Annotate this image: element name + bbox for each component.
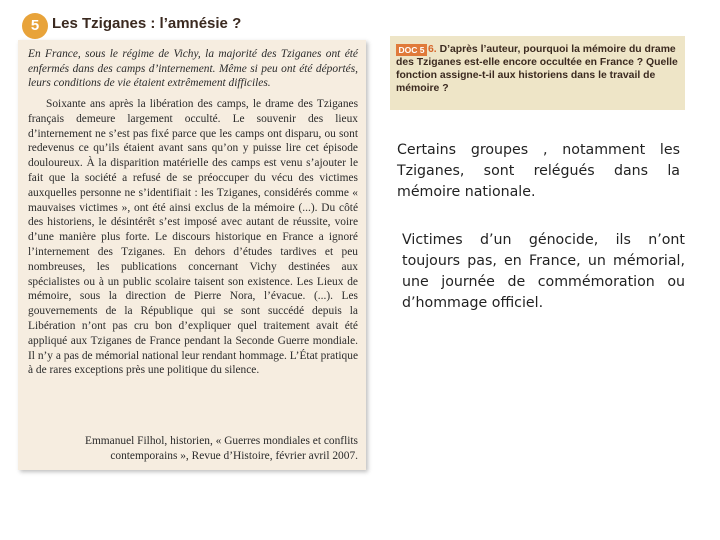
doc-tag: DOC 5 [396, 44, 427, 56]
question-number: 6. [428, 44, 437, 55]
document-title: Les Tziganes : l’amnésie ? [52, 15, 242, 32]
question-text: D’après l’auteur, pourquoi la mémoire du drame des Tziganes est-elle encore occultée en France ? Quelle fonction assigne-t-il aux historiens dans le travail de mémoire ? [396, 44, 678, 94]
answer-paragraph-1: Certains groupes , notamment les Tziganes, sont relégués dans la mémoire nationale. [397, 142, 680, 200]
question-block [396, 43, 681, 95]
document-number-badge: 5 [22, 13, 48, 39]
document-intro: En France, sous le régime de Vichy, la majorité des Tziganes ont été enfermés dans des camps d’internement. Même si peu ont été déportés, leurs conditions de vie étaient extrêmement difficiles. [28, 48, 358, 90]
answer-paragraph-2: Victimes d’un génocide, ils n’ont toujours pas, en France, un mémorial, une journée de commémoration ou d’hommage officiel. [402, 232, 685, 311]
document-body: Soixante ans après la libération des camps, le drame des Tziganes français demeure largement occulté. Le souvenir des lieux d’internement ne s’est pas fixé parce que les camps ont disparu, ou sont redevenus ce qu’ils étaient avant sans qu’on y puisse lire cet épisode douloureux. À la disparition matérielle des camps est venu s’ajouter le fait que la société a refusé de se préoccuper du vécu des victimes auxquelles personne ne s’identifiait : les Tziganes, considérés comme « mauvaises victimes », ont été ainsi exclus de la mémoire (...). Du côté des historiens, le désintérêt s’est imposé avec autant de réussite, voire d’une manière plus forte. Le discours historique en France a ignoré l’internement des Tziganes. En dehors d’études tardives et peu nombreuses, les publications concernant Vichy destinées aux spécialistes ou à un public scolaire taisent son existence. Les Lieux de mémoire, sous la direction de Pierre Nora, l’évacue. (...). Les gouvernements de la République qui se sont succédé depuis la Libération n’ont pas cru bon d’expliquer quel traitement avait été appliqué aux Tziganes de France pendant la Seconde Guerre mondiale. Il n’y a pas de mémorial national leur rendant hommage. L’État pratique à de rares exceptions près une politique du silence. [28, 98, 358, 377]
document-source: Emmanuel Filhol, historien, « Guerres mondiales et conflits contemporains », Revue d’Histoire, février avril 2007. [84, 435, 358, 462]
